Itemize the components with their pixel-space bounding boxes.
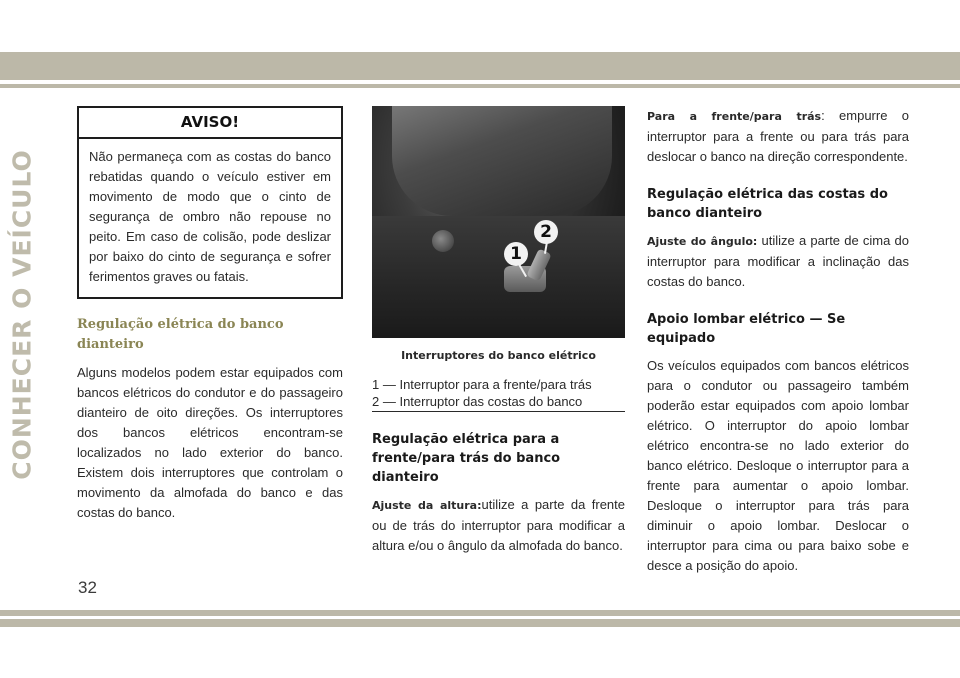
header-band — [0, 52, 960, 80]
seat-switch-photo — [372, 106, 625, 338]
callout-1: 1 — [504, 242, 528, 266]
section-heading-lumbar: Apoio lombar elétrico — Se equipado — [647, 312, 846, 346]
section-heading-front-seat: Regulação elétrica do banco dianteiro — [77, 317, 284, 352]
footer-band-lower — [0, 619, 960, 627]
seat-back-shape — [392, 106, 612, 216]
text-recline: utilize a parte de cima do interruptor para modificar a inclinação das costas do banco. — [647, 233, 909, 289]
lead-recline: Ajuste do ângulo: — [647, 235, 758, 248]
legend-item-2: 2 — Interruptor das costas do banco — [372, 394, 583, 409]
warning-text: Não permaneça com as costas do banco rebatidas quando o veículo estiver em movimento de modo que o cinto de segurança de ombro não repouse no peito. Em caso de colisão, pode deslizar por baixo do cinto de segurança e sofrer ferimentos graves ou fatais. — [89, 149, 331, 284]
figure-caption: Interruptores do banco elétrico — [401, 349, 596, 362]
lead-fore-aft: Para a frente/para trás — [647, 110, 822, 123]
column-middle — [372, 106, 625, 556]
column-left — [77, 106, 343, 523]
column-right — [647, 106, 909, 576]
callout-2: 2 — [534, 220, 558, 244]
footer-band — [0, 610, 960, 616]
section-heading-fore-aft: Regulação elétrica para a frente/para trás do banco dianteiro — [372, 432, 561, 485]
warning-title: AVISO! — [79, 108, 341, 139]
seat-side-shape — [372, 216, 625, 338]
section-heading-recline: Regulação elétrica das costas do banco dianteiro — [647, 187, 888, 221]
header-rule — [0, 84, 960, 88]
legend-item-1: 1 — Interruptor para a frente/para trás — [372, 377, 592, 392]
chapter-title: CONHECER O VEÍCULO — [7, 149, 37, 480]
section-text-fore-aft-cont — [647, 106, 909, 167]
section-text-recline — [647, 231, 909, 292]
section-text-lumbar: Os veículos equipados com bancos elétricos para o condutor ou passageiro também poderão estar equipados com apoio lombar elétrico. O interruptor do apoio lombar elétrico encontra-se no lado exterior do banco elétrico. Desloque o interruptor para a frente para aumentar o apoio lombar. Desloque o interruptor para trás para diminuir o apoio lombar. Deslocar o interruptor para cima ou para baixo sobe e desce a posição do apoio. — [647, 358, 909, 573]
text-fore-aft: : empurre o interruptor para a frente ou para trás para deslocar o banco na direção correspondente. — [647, 108, 909, 164]
text-height: utilize a parte da frente ou de trás do interruptor para modificar a altura e/ou o ângulo da almofada do banco. — [372, 497, 625, 553]
page-number: 32 — [78, 578, 97, 597]
lead-height: Ajuste da altura: — [372, 499, 482, 512]
lumbar-knob — [432, 230, 454, 252]
warning-box — [77, 106, 343, 299]
section-text-fore-aft — [372, 495, 625, 556]
section-text-front-seat: Alguns modelos podem estar equipados com bancos elétricos do condutor e do passageiro dianteiro de oito direções. Os interruptores dos bancos elétricos encontram-se localizados no lado exterior do banco. Existem dois interruptores que controlam o movimento da almofada do banco e das costas do banco. — [77, 365, 343, 520]
figure-legend — [372, 376, 625, 412]
